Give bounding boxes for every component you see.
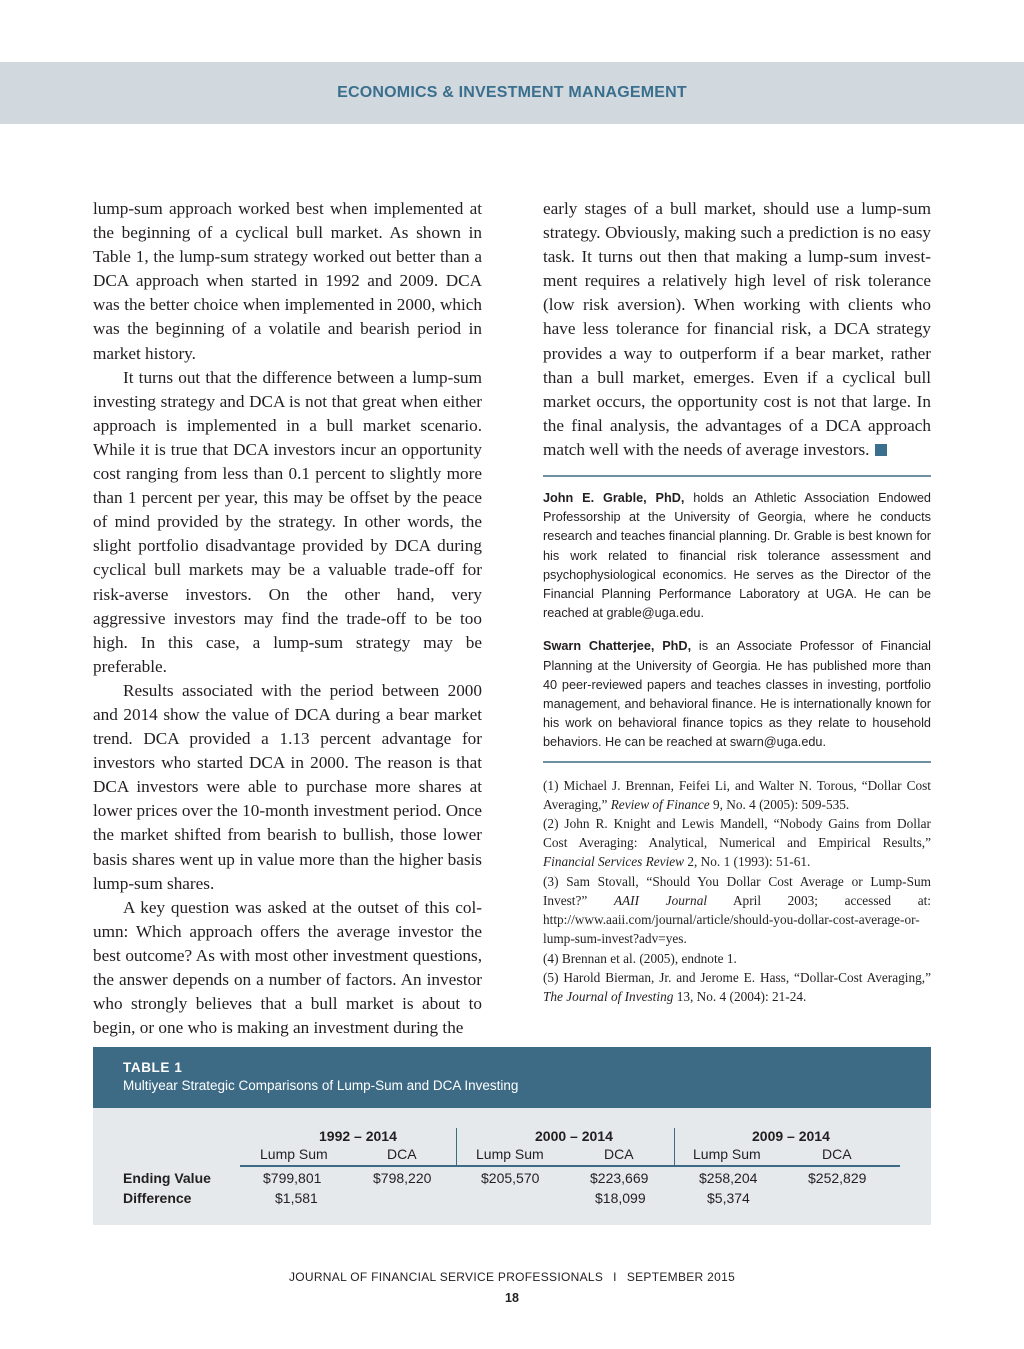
body-paragraph: A key question was asked at the outset of this column: Which approach offers the average investor the best outcome? As with most other investment questions, the answer depends on a number of factors. An investor who strongly believes that a bull market is about to begin, or one who is making an investment during the — [93, 897, 482, 1038]
body-paragraph: lump-sum approach worked best when implemented at the beginning of a cyclical bull market. As shown in Table 1, the lump-sum strategy worked out better than a DCA approach when started in 1992 and 2009. DCA was the better choice when implemented in 2000, which was the beginning of a volatile and bearish period in market history. — [93, 199, 482, 363]
column-header-lump-sum: Lump Sum — [260, 1146, 328, 1162]
footer-separator: I — [613, 1270, 617, 1284]
left-column — [93, 197, 482, 1040]
table-header — [93, 1047, 931, 1108]
table-cell: $1,581 — [275, 1190, 318, 1206]
author-bio-text: is an Associate Professor of Financial Planning at the University of Georgia. He has published more than 40 peer-reviewed papers and teaches classes in investing, portfolio management, and behavioral finance. He is internationally known for his work on behavioral finance topics as they relate to household behaviors. He can be reached at swarn@uga.edu. — [543, 639, 931, 750]
body-paragraph: It turns out that the difference between a lump-sum investing strategy and DCA is not that great when either approach is implemented in a bull market scenario. While it is true that DCA investors incur an opportunity cost ranging from less than 0.1 percent to slightly more than 1 percent per year, this may be offset by the peace of mind provided by the strategy. In other words, the slight portfolio disadvantage provided by DCA during cyclical bull markets may be a valuable trade-off for risk-averse investors. On the other hand, very aggressive investors may find the trade-off to be too high. In this case, a lump-sum strategy may be preferable. — [93, 367, 482, 676]
table-cell: $799,801 — [263, 1170, 322, 1186]
table-body — [93, 1108, 931, 1225]
endnote-text: (2) John R. Knight and Lewis Mandell, “Nobody Gains from Dollar Cost Averaging: Analytical, Numerical and Empirical Results,” — [543, 816, 931, 851]
endnote — [543, 949, 931, 968]
body-paragraph: Results associated with the period between 2000 and 2014 show the value of DCA during a bear market trend. DCA provided a 1.13 percent advantage for investors who started DCA in 2000. The reason is that DCA investors were able to purchase more shares at lower prices over the 10-month investment period. Once the market shifted from bearish to bullish, those lower basis shares went up in value more than the higher basis lump-sum shares. — [93, 680, 482, 893]
column-header-dca: DCA — [387, 1146, 417, 1162]
period-heading-2000: 2000 – 2014 — [535, 1128, 613, 1144]
row-label: Ending Value — [123, 1170, 211, 1186]
endnote-text: (4) Brennan et al. (2005), endnote 1. — [543, 950, 737, 966]
author-bio-text: holds an Athletic Association Endowed Professorship at the University of Georgia, where he conducts research and teaches financial planning. Dr. Grable is best known for his work related to financial risk tolerance assessment and psychophysiological economics. He serves as the Director of the Financial Planning Performance Laboratory at UGA. He can be reached at grable@uga.edu. — [543, 491, 931, 621]
table-subtitle: Multiyear Strategic Comparisons of Lump-Sum and DCA Investing — [123, 1078, 519, 1093]
period-heading-1992: 1992 – 2014 — [319, 1128, 397, 1144]
table-cell: $5,374 — [707, 1190, 750, 1206]
author-name: John E. Grable, PhD, — [543, 491, 685, 506]
issue-date: SEPTEMBER 2015 — [626, 1270, 736, 1284]
endnote-publication: The Journal of Investing — [543, 988, 674, 1004]
endnote-citation: 13, No. 4 (2004): 21-24. — [673, 988, 807, 1004]
endnote-publication: Review of Finance — [610, 796, 710, 812]
endnote-citation: 9, No. 4 (2005): 509-535. — [709, 796, 850, 812]
column-divider — [674, 1128, 675, 1165]
endnote-text: (5) Harold Bierman, Jr. and Jerome E. Hass, “Dollar-Cost Averaging,” — [543, 969, 931, 985]
author-bio-grable — [543, 489, 931, 623]
column-header-lump-sum: Lump Sum — [476, 1146, 544, 1162]
author-name: Swarn Chatterjee, PhD, — [543, 639, 692, 654]
endnote-publication: AAII Journal — [613, 892, 708, 908]
column-header-dca: DCA — [822, 1146, 852, 1162]
column-header-dca: DCA — [604, 1146, 634, 1162]
body-paragraph-text: early stages of a bull market, should use a lump-sum strategy. Obviously, making such a prediction is no easy task. It turns out then that making a lump-sum investment requires a relatively high level of risk tolerance (low risk aversion). When working with clients who have less tolerance for financial risk, a DCA strategy provides a way to outperform if a bear market, rather than a bull market, emerges. Even if a cyclical bull market occurs, the opportunity cost is not that large. In the final analysis, the advantages of a DCA approach match well with the needs of average investors. — [543, 199, 931, 459]
table-label: TABLE 1 — [123, 1060, 183, 1075]
journal-name: JOURNAL OF FINANCIAL SERVICE PROFESSIONALS — [288, 1270, 604, 1284]
right-column — [543, 197, 931, 1006]
table-cell: $18,099 — [595, 1190, 646, 1206]
divider — [543, 761, 931, 763]
endnote-text: (1) Michael J. Brennan, Feifei Li, and Walter N. Torous, “Dollar Cost Averaging,” — [543, 777, 931, 812]
body-paragraph-final — [543, 197, 931, 462]
endnotes — [543, 776, 931, 1006]
column-header-lump-sum: Lump Sum — [693, 1146, 761, 1162]
divider — [543, 475, 931, 477]
endnote-citation: April 2003; accessed at: http://www.aaii.com/journal/article/should-you-dollar-cost-average-or-lump-sum-invest?adv=yes. — [543, 892, 932, 947]
endnote-text: (3) Sam Stovall, “Should You Dollar Cost Average or Lump-Sum Invest?” — [543, 873, 931, 908]
author-bio-chatterjee — [543, 637, 931, 752]
endnote — [543, 872, 931, 949]
endnote-citation: 2, No. 1 (1993): 51-61. — [684, 854, 811, 870]
table-cell: $252,829 — [808, 1170, 867, 1186]
table-cell: $223,669 — [590, 1170, 649, 1186]
journal-footer — [0, 1270, 1024, 1284]
endnote-publication: Financial Services Review — [543, 854, 685, 870]
period-heading-2009: 2009 – 2014 — [752, 1128, 830, 1144]
endnote — [543, 968, 931, 1006]
section-title: ECONOMICS & INVESTMENT MANAGEMENT — [337, 84, 687, 101]
column-divider — [456, 1128, 457, 1165]
endnote — [543, 776, 931, 814]
end-of-article-square-icon — [875, 444, 887, 456]
table-cell: $258,204 — [699, 1170, 758, 1186]
table-cell: $205,570 — [481, 1170, 540, 1186]
header-rule — [240, 1165, 900, 1167]
row-label: Difference — [123, 1190, 192, 1206]
endnote — [543, 814, 931, 872]
page-number: 18 — [505, 1291, 519, 1305]
table-cell: $798,220 — [373, 1170, 432, 1186]
